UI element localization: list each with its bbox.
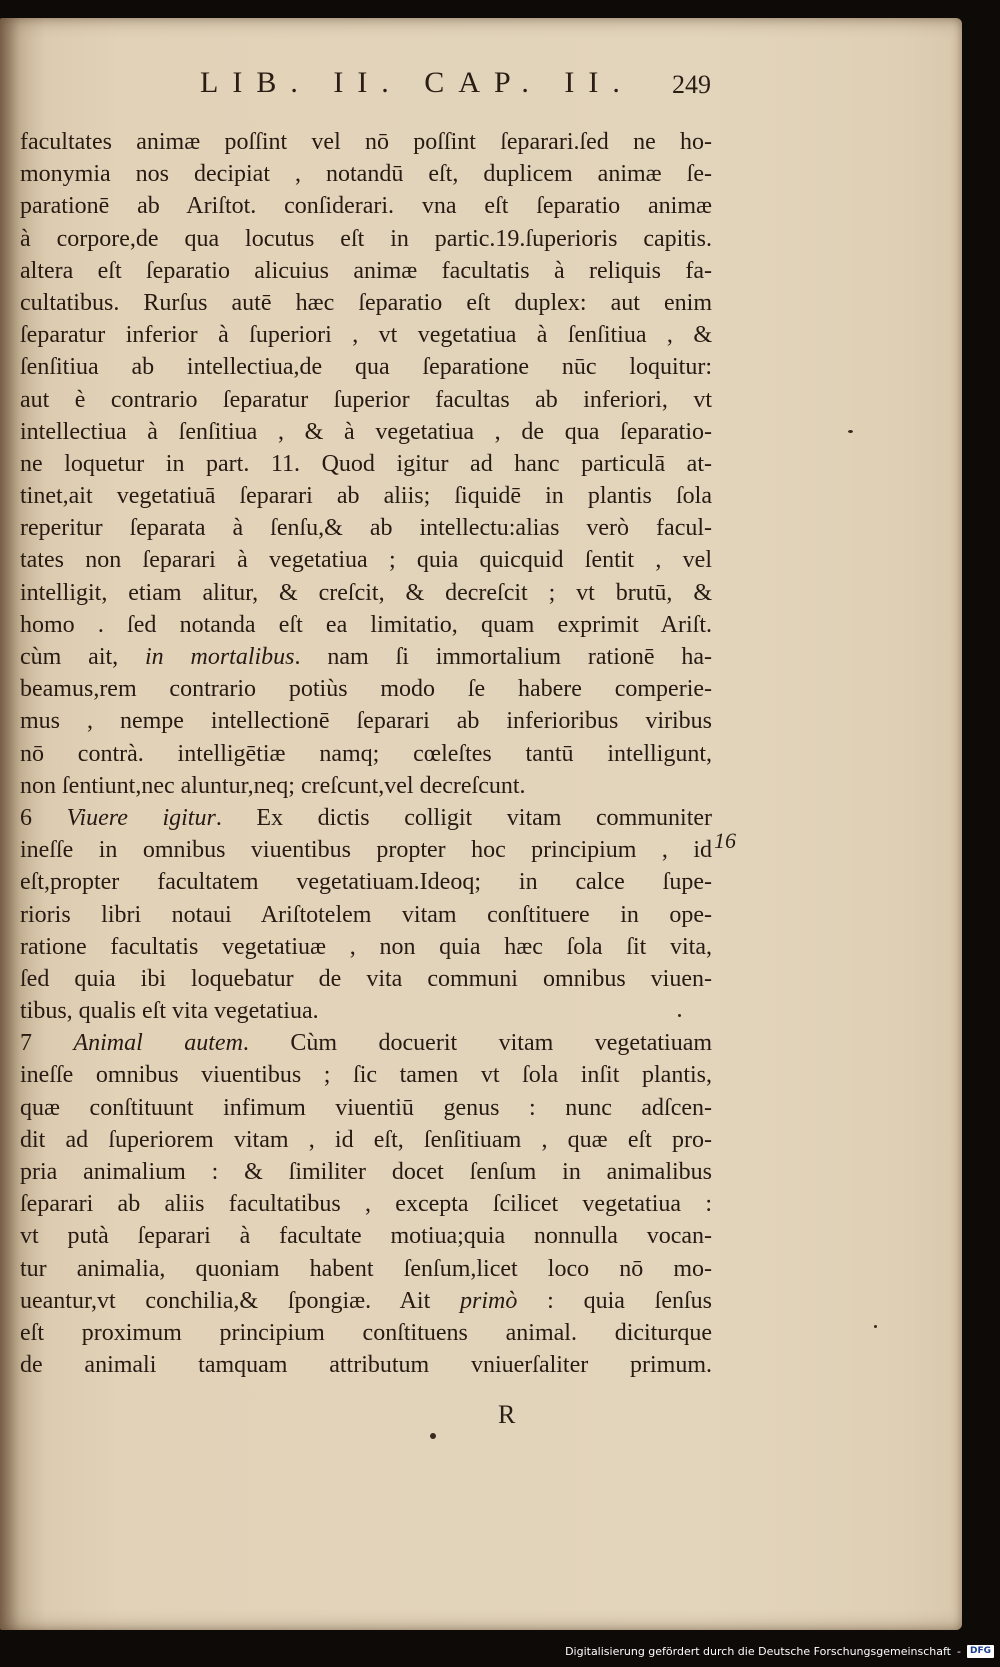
text-line: ineſſe omnibus viuentibus ; ſic tamen vt ſola inſit plantis, (20, 1062, 712, 1089)
text-line: parationē ab Ariſtot. conſiderari. vna eſt ſeparatio animæ (20, 193, 712, 220)
text-line: tibus, qualis eſt vita vegetatiua. (20, 998, 319, 1025)
text-line: de animali tamquam attributum vniuerſaliter primum. (20, 1352, 712, 1379)
text-line: monymia nos decipiat , notandū eſt, duplicem animæ ſe- (20, 161, 712, 188)
text-line: homo . ſed notanda eſt ea limitatio, quam exprimit Ariſt. (20, 611, 712, 638)
text-line: ſed quia ibi loquebatur de vita communi omnibus viuen- (20, 965, 712, 992)
text-line: ineſſe in omnibus viuentibus propter hoc principium , id (20, 837, 712, 864)
text-line: tur animalia, quoniam habent ſenſum,licet loco nō mo- (20, 1255, 712, 1282)
text-line: cultatibus. Rurſus autē hæc ſeparatio eſt duplex: aut enim (20, 289, 712, 316)
margin-note: 16 (714, 828, 736, 853)
text-body (20, 126, 712, 1381)
text-line: altera eſt ſeparatio alicuius animæ facultatis à reliquis fa- (20, 257, 712, 284)
footer-separator: - (957, 1644, 961, 1658)
text-line: cùm ait, in mortalibus. nam ſi immortalium rationē ha- (20, 644, 712, 670)
text-line: ueantur,vt conchilia,& ſpongiæ. Ait primò : quia ſenſus (20, 1287, 712, 1314)
ink-speck (678, 1014, 681, 1017)
text-line: quæ conſtituunt infimum viuentiū genus : nunc adſcen- (20, 1094, 712, 1121)
text-line: ne loquetur in part. 11. Quod igitur ad hanc particulā at- (20, 450, 712, 477)
ink-speck (848, 430, 853, 433)
text-line: vt putà ſeparari à facultate motiua;quia nonnulla vocan- (20, 1223, 712, 1250)
text-line: ſeparatur inferior à ſuperiori , vt vegetatiua à ſenſitiua , & (20, 322, 712, 349)
text-line: ſenſitiua ab intellectiua,de qua ſeparatione nūc loquitur: (20, 354, 712, 381)
footer-credit: Digitalisierung gefördert durch die Deutsche Forschungsgemeinschaft (565, 1644, 951, 1658)
signature-mark: R (498, 1400, 516, 1429)
book-page (0, 18, 962, 1630)
dfg-logo-icon: DFG (967, 1645, 994, 1658)
text-line: facultates animæ poſſint vel nō poſſint ſeparari.ſed ne ho- (20, 129, 712, 155)
text-line: eſt proximum principium conſtituens animal. diciturque (20, 1319, 712, 1346)
ink-speck (430, 1433, 436, 1439)
digitization-footer (565, 1644, 994, 1658)
running-head: LIB. II. CAP. II. (200, 66, 634, 99)
text-line: eſt,propter facultatem vegetatiuam.Ideoq; in calce ſupe- (20, 869, 712, 896)
text-line: rioris libri notaui Ariſtotelem vitam conſtituere in ope- (20, 901, 712, 928)
text-line: ſeparari ab aliis facultatibus , excepta ſcilicet vegetatiua : (20, 1191, 712, 1218)
text-line: tates non ſeparari à vegetatiua ; quia quicquid ſentit , vel (20, 547, 712, 574)
text-line: pria animalium : & ſimiliter docet ſenſum in animalibus (20, 1159, 712, 1185)
text-line: 7 Animal autem. Cùm docuerit vitam vegetatiuam (20, 1030, 713, 1057)
text-line: intelligit, etiam alitur, & creſcit, & decreſcit ; vt brutū, & (20, 579, 712, 606)
text-line: ratione facultatis vegetatiuæ , non quia hæc ſola ſit vita, (20, 933, 712, 960)
text-line: beamus,rem contrario potiùs modo ſe habere comperie- (20, 676, 712, 703)
text-line: aut è contrario ſeparatur ſuperior facultas ab inferiori, vt (20, 386, 712, 413)
page-number: 249 (672, 70, 711, 99)
text-line: mus , nempe intellectionē ſeparari ab inferioribus viribus (20, 708, 712, 735)
text-line: reperitur ſeparata à ſenſu,& ab intellectu:alias verò facul- (20, 515, 712, 542)
text-line: intellectiua à ſenſitiua , & à vegetatiua , de qua ſeparatio- (20, 418, 712, 445)
text-line: à corpore,de qua locutus eſt in partic.19.ſuperioris capitis. (20, 225, 712, 252)
text-line: non ſentiunt,nec aluntur,neq; creſcunt,vel decreſcunt. (20, 772, 526, 799)
text-line: 6 Viuere igitur. Ex dictis colligit vitam communiter (20, 804, 713, 831)
text-line: dit ad ſuperiorem vitam , id eſt, ſenſitiuam , quæ eſt pro- (20, 1126, 712, 1153)
ink-speck (874, 1325, 877, 1328)
text-line: nō contrà. intelligētiæ namq; cœleſtes tantū intelligunt, (20, 740, 712, 767)
text-line: tinet,ait vegetatiuā ſeparari ab aliis; ſiquidē in plantis ſola (20, 483, 712, 510)
